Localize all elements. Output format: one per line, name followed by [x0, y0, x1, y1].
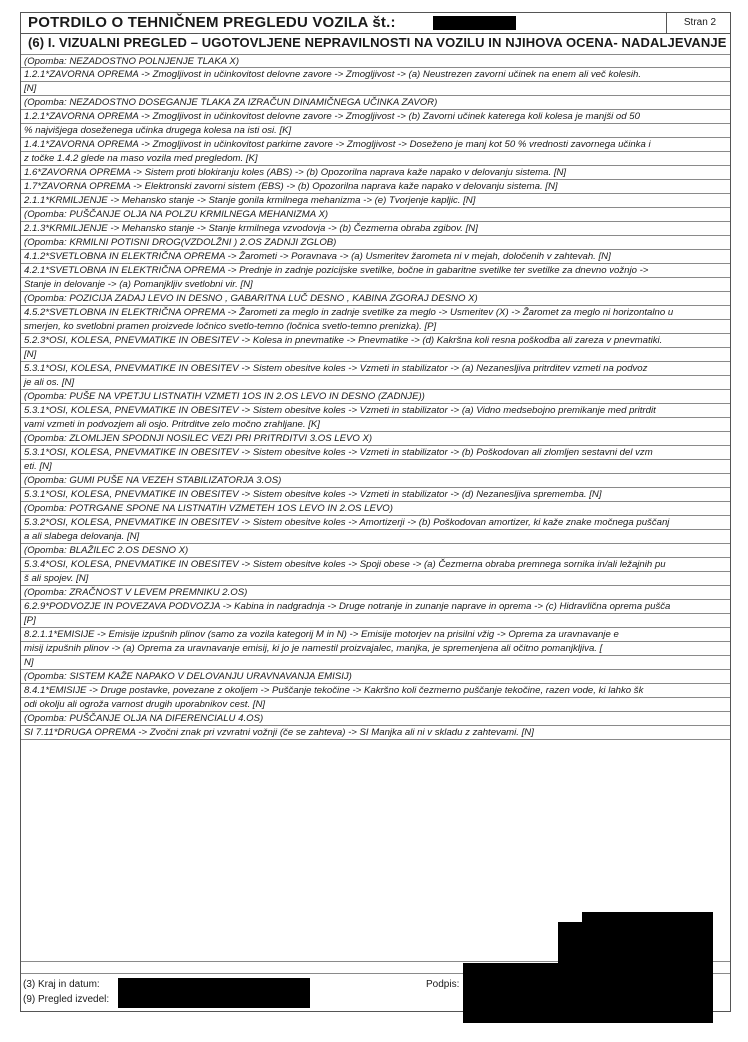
defect-line: 1.2.1*ZAVORNA OPREMA -> Zmogljivost in učinkovitost delovne zavore -> Zmogljivost -> (a) Neustrezen zavorni učinek na enem ali več kolesih.	[21, 68, 730, 82]
defect-line: 2.1.3*KRMILJENJE -> Mehansko stanje -> Stanje krmilnega vzvodovja -> (b) Čezmerna obraba zgibov. [N]	[21, 222, 730, 236]
defect-line: odi okolju ali ogroža varnost drugih uporabnikov cest. [N]	[21, 698, 730, 712]
defect-line: 5.3.2*OSI, KOLESA, PNEVMATIKE IN OBESITEV -> Sistem obesitve koles -> Amortizerji -> (b) Poškodovan amortizer, ki kaže znake močnega puščanj	[21, 516, 730, 530]
defect-line: 1.7*ZAVORNA OPREMA -> Elektronski zavorni sistem (EBS) -> (b) Opozorilna naprava kaže napako v delovanju sistema. [N]	[21, 180, 730, 194]
defect-line: [N]	[21, 82, 730, 96]
redacted-inspector-name	[118, 978, 310, 1008]
defect-line: 5.3.1*OSI, KOLESA, PNEVMATIKE IN OBESITEV -> Sistem obesitve koles -> Vzmeti in stabilizator -> (b) Poškodovan ali zlomljen sestavni del vzm	[21, 446, 730, 460]
defect-line: eti. [N]	[21, 460, 730, 474]
defect-line: a ali slabega delovanja. [N]	[21, 530, 730, 544]
defect-line: 1.2.1*ZAVORNA OPREMA -> Zmogljivost in učinkovitost delovne zavore -> Zmogljivost -> (b) Zavorni učinek katerega koli kolesa je manjši od 50	[21, 110, 730, 124]
remark-line: (Opomba: ZRAČNOST V LEVEM PREMNIKU 2.OS)	[21, 586, 730, 600]
remark-line: (Opomba: NEZADOSTNO POLNJENJE TLAKA X)	[21, 54, 730, 68]
inspector-label: (9) Pregled izvedel:	[23, 994, 110, 1005]
remark-line: (Opomba: BLAŽILEC 2.OS DESNO X)	[21, 544, 730, 558]
remark-line: (Opomba: PUŠE NA VPETJU LISTNATIH VZMETI 1OS IN 2.OS LEVO IN DESNO (ZADNJE))	[21, 390, 730, 404]
defect-line: Stanje in delovanje -> (a) Pomanjkljiv svetlobni vir. [N]	[21, 278, 730, 292]
signature-label: Podpis:	[426, 979, 460, 990]
defect-line: 6.2.9*PODVOZJE IN POVEZAVA PODVOZJA -> Kabina in nadgradnja -> Druge notranje in zunanje naprave in oprema -> (c) Hidravlična oprema pušča	[21, 600, 730, 614]
defect-line: 4.2.1*SVETLOBNA IN ELEKTRIČNA OPREMA -> Prednje in zadnje pozicijske svetilke, bočne in gabaritne svetilke ter svetilke za dnevno vožnjo ->	[21, 264, 730, 278]
remark-line: (Opomba: NEZADOSTNO DOSEGANJE TLAKA ZA IZRAČUN DINAMIČNEGA UČINKA ZAVOR)	[21, 96, 730, 110]
remark-line: (Opomba: SISTEM KAŽE NAPAKO V DELOVANJU URAVNAVANJA EMISIJ)	[21, 670, 730, 684]
certificate-title: POTRDILO O TEHNIČNEM PREGLEDU VOZILA št.:	[28, 14, 396, 31]
defect-line: 2.1.1*KRMILJENJE -> Mehansko stanje -> Stanje gonila krmilnega mehanizma -> (e) Tvorjenje kapljic. [N]	[21, 194, 730, 208]
defect-line: 8.2.1.1*EMISIJE -> Emisije izpušnih plinov (samo za vozila kategorij M in N) -> Emisije motorjev na prisilni vžig -> Oprema za uravnavanje e	[21, 628, 730, 642]
defect-line: misij izpušnih plinov -> (a) Oprema za uravnavanje emisij, ki jo je namestil proizvajalec, manjka, je spremenjena ali očitno pomanjkljiva. [	[21, 642, 730, 656]
remark-line: (Opomba: ZLOMLJEN SPODNJI NOSILEC VEZI PRI PRITRDITVI 3.OS LEVO X)	[21, 432, 730, 446]
remark-line: (Opomba: PUŠČANJE OLJA NA DIFERENCIALU 4.OS)	[21, 712, 730, 726]
defect-line: 5.3.1*OSI, KOLESA, PNEVMATIKE IN OBESITEV -> Sistem obesitve koles -> Vzmeti in stabilizator -> (a) Nezanesljiva pritrditev vzmeti na podvoz	[21, 362, 730, 376]
defect-line: 8.4.1*EMISIJE -> Druge postavke, povezane z okoljem -> Puščanje tekočine -> Kakršno koli čezmerno puščanje tekočine, razen vode, ki lahko šk	[21, 684, 730, 698]
defect-line: 5.2.3*OSI, KOLESA, PNEVMATIKE IN OBESITEV -> Kolesa in pnevmatike -> Pnevmatike -> (d) Kakršna koli resna poškodba ali zareza v pnevmatiki.	[21, 334, 730, 348]
defect-line: 4.1.2*SVETLOBNA IN ELEKTRIČNA OPREMA -> Žarometi -> Poravnava -> (a) Usmeritev žarometa ni v mejah, določenih v zahtevah. [N]	[21, 250, 730, 264]
remark-line: (Opomba: POTRGANE SPONE NA LISTNATIH VZMETEH 1OS LEVO IN 2.OS LEVO)	[21, 502, 730, 516]
defect-line: 1.6*ZAVORNA OPREMA -> Sistem proti blokiranju koles (ABS) -> (b) Opozorilna naprava kaže napako v delovanju sistema. [N]	[21, 166, 730, 180]
defect-line: % najvišjega doseženega učinka drugega kolesa na isti osi. [K]	[21, 124, 730, 138]
defect-line: [P]	[21, 614, 730, 628]
inspection-certificate-page	[20, 12, 731, 1012]
defect-line: N]	[21, 656, 730, 670]
defect-line: z točke 1.4.2 glede na maso vozila med pregledom. [K]	[21, 152, 730, 166]
redacted-certificate-number	[433, 16, 516, 30]
redacted-block	[558, 941, 713, 963]
remark-line: (Opomba: PUŠČANJE OLJA NA POLZU KRMILNEGA MEHANIZMA X)	[21, 208, 730, 222]
place-date-label: (3) Kraj in datum:	[23, 979, 100, 990]
defect-line: 5.3.1*OSI, KOLESA, PNEVMATIKE IN OBESITEV -> Sistem obesitve koles -> Vzmeti in stabilizator -> (a) Vidno medsebojno premikanje med pritrdit	[21, 404, 730, 418]
defect-line: 1.4.1*ZAVORNA OPREMA -> Zmogljivost in učinkovitost parkirne zavore -> Zmogljivost -> Doseženo je manj kot 50 % vrednosti zavornega učinka i	[21, 138, 730, 152]
remark-line: (Opomba: POZICIJA ZADAJ LEVO IN DESNO , GABARITNA LUČ DESNO , KABINA ZGORAJ DESNO X)	[21, 292, 730, 306]
defect-line: smerjen, ko svetlobni pramen proizvede ločnico svetlo-temno (ločnica svetlo-temno prenizka). [P]	[21, 320, 730, 334]
page-number: Stran 2	[666, 13, 733, 33]
defects-list	[21, 54, 730, 740]
defect-line: 4.5.2*SVETLOBNA IN ELEKTRIČNA OPREMA -> Žarometi za meglo in zadnje svetilke za meglo -> Usmeritev (X) -> Žaromet za meglo ni horizontalno u	[21, 306, 730, 320]
defect-line: 5.3.1*OSI, KOLESA, PNEVMATIKE IN OBESITEV -> Sistem obesitve koles -> Vzmeti in stabilizator -> (d) Nezanesljiva sprememba. [N]	[21, 488, 730, 502]
certificate-header	[21, 13, 730, 34]
defect-line: vami vzmeti in podvozjem ali osjo. Pritrditve zelo močno zrahljane. [K]	[21, 418, 730, 432]
remark-line: (Opomba: KRMILNI POTISNI DROG(VZDOLŽNI ) 2.OS ZADNJI ZGLOB)	[21, 236, 730, 250]
section-title: (6) I. VIZUALNI PREGLED – UGOTOVLJENE NEPRAVILNOSTI NA VOZILU IN NJIHOVA OCENA- NADALJEVANJE	[28, 35, 727, 50]
defect-line: je ali os. [N]	[21, 376, 730, 390]
defect-line: 5.3.4*OSI, KOLESA, PNEVMATIKE IN OBESITEV -> Sistem obesitve koles -> Spoji obese -> (a) Čezmerna obraba premnega sornika in/ali ležajnih pu	[21, 558, 730, 572]
defect-line: SI 7.11*DRUGA OPREMA -> Zvočni znak pri vzvratni vožnji (če se zahteva) -> SI Manjka ali ni v skladu z zahtevami. [N]	[21, 726, 730, 740]
remark-line: (Opomba: GUMI PUŠE NA VEZEH STABILIZATORJA 3.OS)	[21, 474, 730, 488]
defect-line: [N]	[21, 348, 730, 362]
defect-line: š ali spojev. [N]	[21, 572, 730, 586]
redacted-block	[582, 912, 713, 928]
redacted-signature	[463, 963, 713, 1023]
